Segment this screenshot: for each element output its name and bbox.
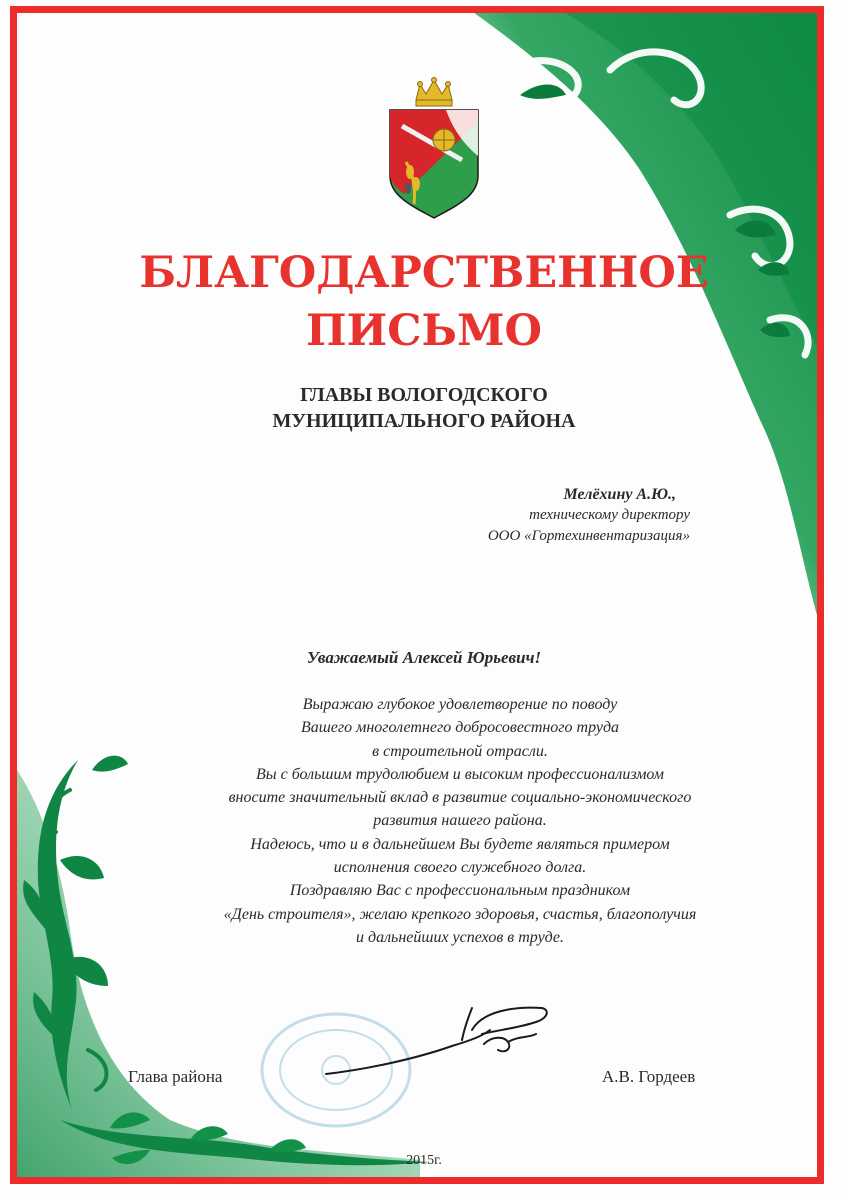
document-title-line2: ПИСЬМО (306, 306, 542, 356)
body-line: исполнения своего служебного долга. (333, 859, 587, 877)
handwritten-signature (322, 1000, 554, 1082)
subtitle-line1: ГЛАВЫ ВОЛОГОДСКОГО (300, 384, 548, 406)
body-line: Вашего многолетнего добросовестного труда (300, 719, 620, 737)
body-line: Поздравляю Вас с профессиональным праздником (289, 882, 631, 900)
addressee-position: техническому директору (529, 507, 690, 523)
coat-of-arms-icon (386, 76, 482, 221)
body-line: развития нашего района. (373, 812, 547, 830)
subtitle-line2: МУНИЦИПАЛЬНОГО РАЙОНА (272, 410, 576, 432)
signatory-title: Глава района (128, 1067, 223, 1086)
signatory-name: А.В. Гордеев (602, 1067, 696, 1086)
document-year: 2015г. (406, 1153, 442, 1168)
body-line: вносите значительный вклад в развитие социально-экономического (228, 789, 692, 807)
addressee-organization: ООО «Гортехинвентаризация» (487, 528, 690, 544)
body-line: и дальнейших успехов в труде. (355, 928, 565, 946)
body-line: Надеюсь, что и в дальнейшем Вы будете являться примером (250, 835, 670, 853)
body-line: Вы с большим трудолюбием и высоким профессионализмом (256, 765, 664, 783)
addressee-block (488, 484, 690, 547)
body-line: Выражаю глубокое удовлетворение по поводу (302, 696, 618, 713)
letter-body (90, 693, 830, 949)
greeting: Уважаемый Алексей Юрьевич! (306, 648, 542, 667)
body-line: в строительной отрасли. (372, 742, 548, 760)
body-line: «День строителя», желаю крепкого здоровья, счастья, благополучия (223, 905, 697, 923)
document-title-line1: БЛАГОДАРСТВЕННОЕ (139, 248, 709, 298)
addressee-name: Мелёхину А.Ю., (563, 486, 676, 503)
